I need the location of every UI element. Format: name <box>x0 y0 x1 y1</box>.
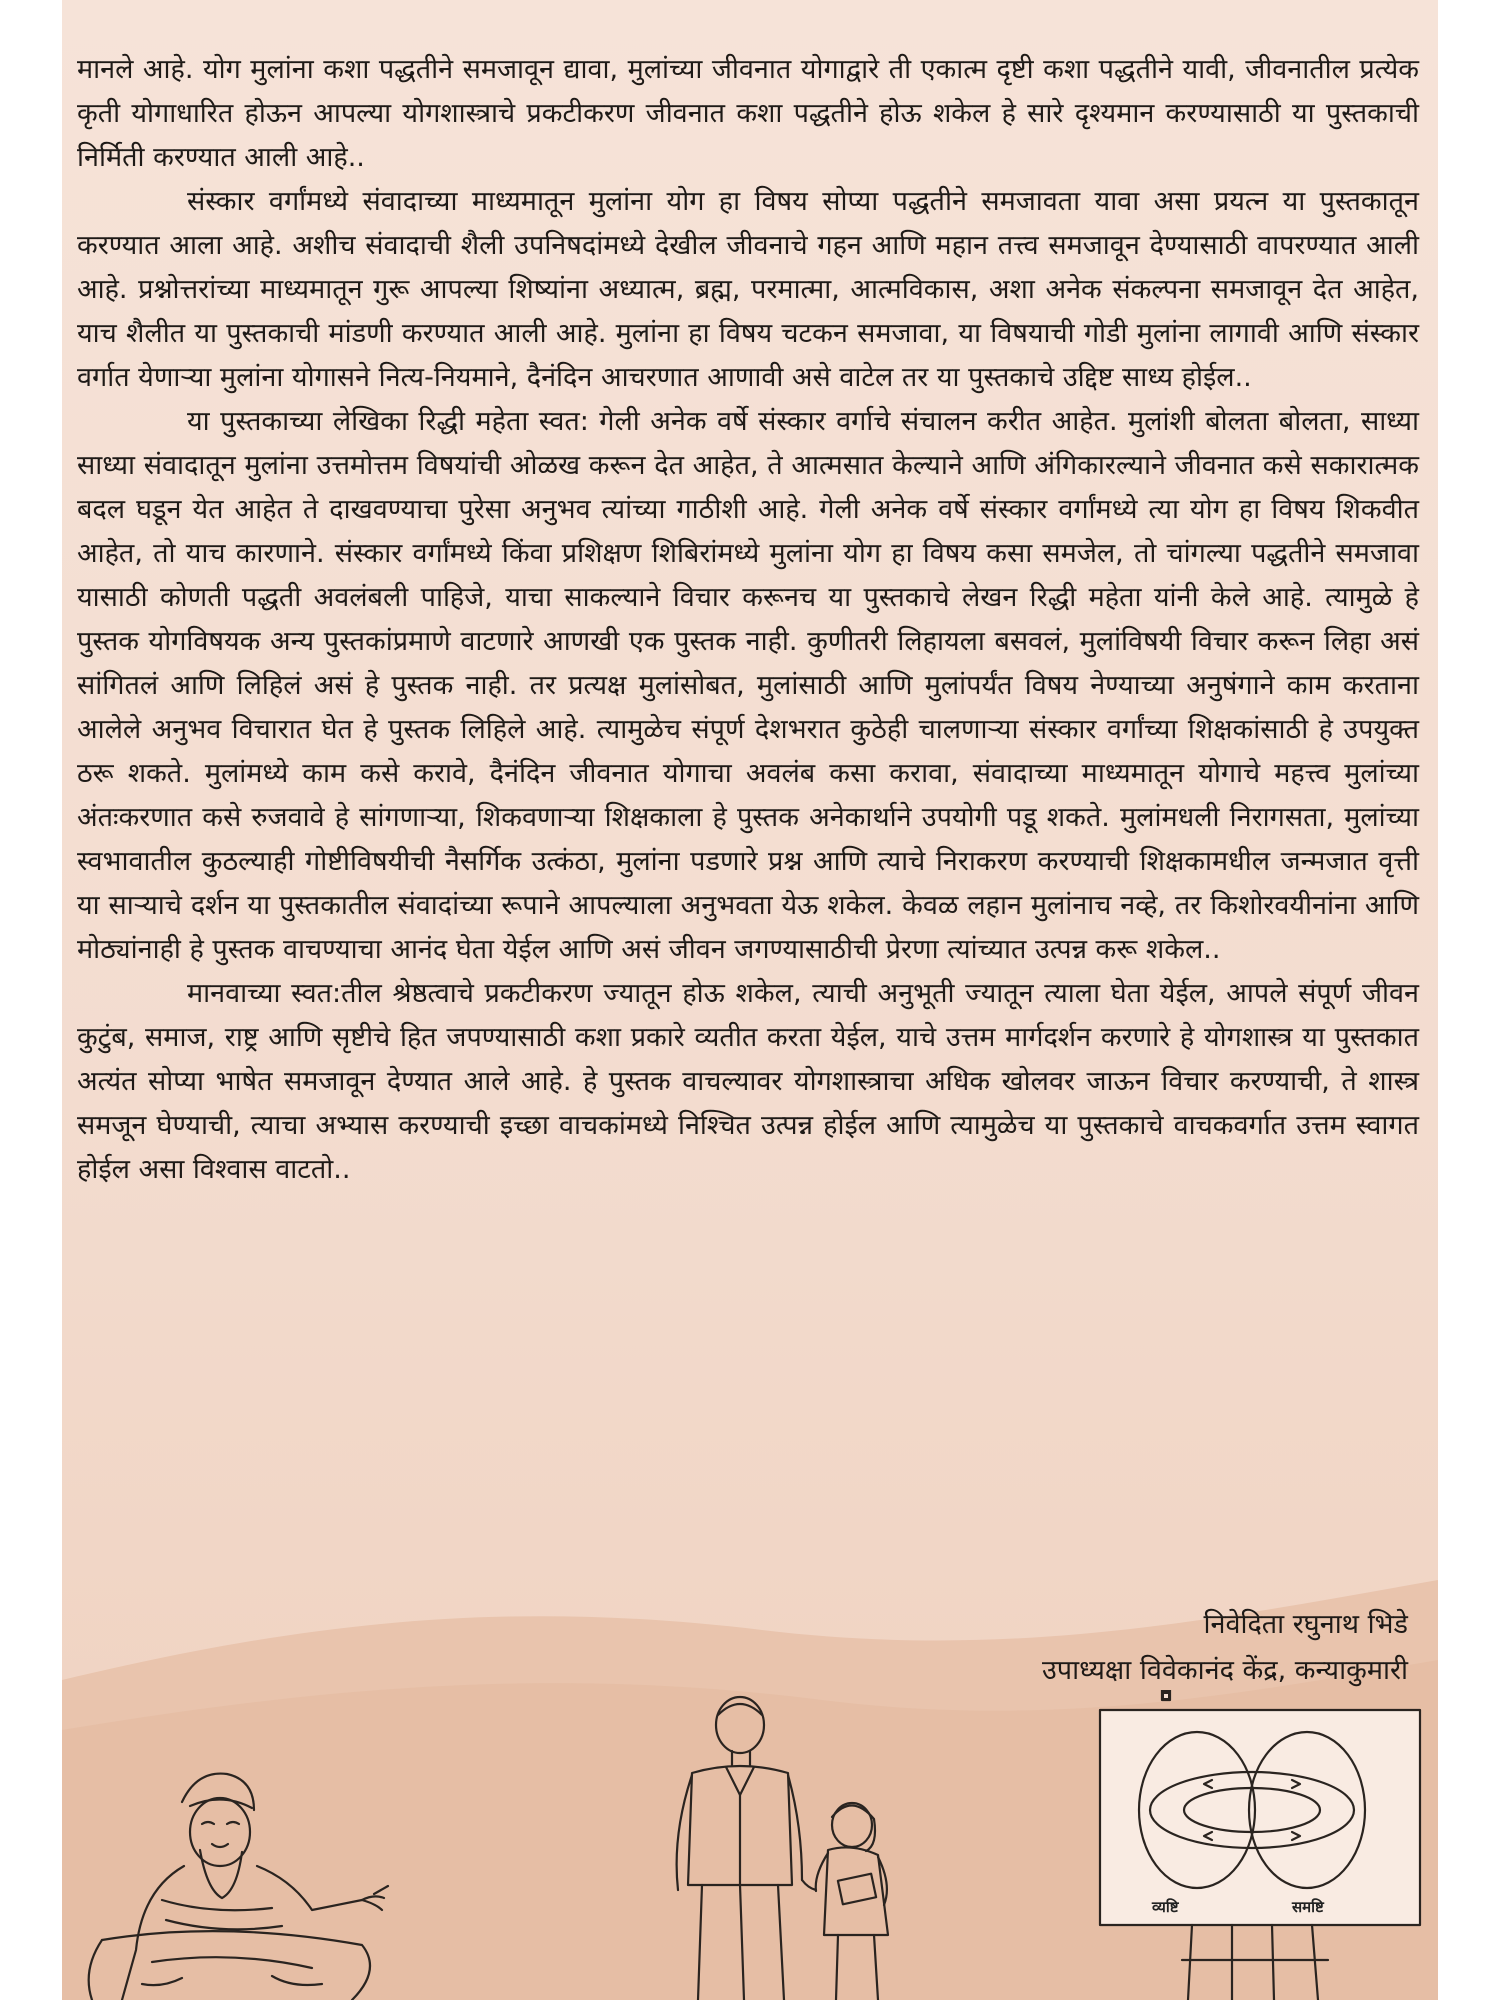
book-page <box>62 0 1438 2000</box>
foreword-body <box>77 48 1419 1192</box>
teacher-child-illustration <box>652 1685 942 2000</box>
paragraph-1: मानले आहे. योग मुलांना कशा पद्धतीने समजावून द्यावा, मुलांच्या जीवनात योगाद्वारे ती एकात्म दृष्टी कशा पद्धतीने यावी, जीवनातील प्रत्येक कृती योगाधारित होऊन आपल्या योगशास्त्राचे प्रकटीकरण जीवनात कशा पद्धतीने होऊ शकेल हे सारे दृश्यमान करण्यासाठी या पुस्तकाची निर्मिती करण्यात आली आहे.. <box>77 54 1419 173</box>
paragraph-2: संस्कार वर्गांमध्ये संवादाच्या माध्यमातून मुलांना योग हा विषय सोप्या पद्धतीने समजावता यावा असा प्रयत्न या पुस्तकातून करण्यात आला आहे. अशीच संवादाची शैली उपनिषदांमध्ये देखील जीवनाचे गहन आणि महान तत्त्व समजावून देण्यासाठी वापरण्यात आली आहे. प्रश्नोत्तरांच्या माध्यमातून गुरू आपल्या शिष्यांना अध्यात्म, ब्रह्म, परमात्मा, आत्मविकास, अशा अनेक संकल्पना समजावून देत आहेत, याच शैलीत या पुस्तकाची मांडणी करण्यात आली आहे. मुलांना हा विषय चटकन समजावा, या विषयाची गोडी मुलांना लागावी आणि संस्कार वर्गात येणाऱ्या मुलांना योगासने नित्य-नियमाने, दैनंदिन आचरणात आणावी असे वाटेल तर या पुस्तकाचे उद्दिष्ट साध्य होईल.. <box>77 186 1419 393</box>
board-label-left: व्यष्टि <box>1152 1898 1179 1916</box>
sage-illustration <box>62 1740 422 2000</box>
paragraph-4: मानवाच्या स्वत:तील श्रेष्ठत्वाचे प्रकटीकरण ज्यातून होऊ शकेल, त्याची अनुभूती ज्यातून त्याला घेता येईल, आपले संपूर्ण जीवन कुटुंब, समाज, राष्ट्र आणि सृष्टीचे हित जपण्यासाठी कशा प्रकारे व्यतीत करता येईल, याचे उत्तम मार्गदर्शन करणारे हे योगशास्त्र या पुस्तकात अत्यंत सोप्या भाषेत समजावून देण्यात आले आहे. हे पुस्तक वाचल्यावर योगशास्त्राचा अधिक खोलवर जाऊन विचार करण्याची, ते शास्त्र समजून घेण्याची, त्याचा अभ्यास करण्याची इच्छा वाचकांमध्ये निश्चित उत्पन्न होईल आणि त्यामुळेच या पुस्तकाचे वाचकवर्गात उत्तम स्वागत होईल असा विश्वास वाटतो.. <box>77 978 1419 1185</box>
diagram-board-illustration <box>1092 1690 1438 2000</box>
paragraph-3: या पुस्तकाच्या लेखिका रिद्धी महेता स्वत: गेली अनेक वर्षे संस्कार वर्गाचे संचालन करीत आहेत. मुलांशी बोलता बोलता, साध्या साध्या संवादातून मुलांना उत्तमोत्तम विषयांची ओळख करून देत आहेत, ते आत्मसात केल्याने आणि अंगिकारल्याने जीवनात कसे सकारात्मक बदल घडून येत आहेत ते दाखवण्याचा पुरेसा अनुभव त्यांच्या गाठीशी आहे. गेली अनेक वर्षे संस्कार वर्गांमध्ये त्या योग हा विषय शिकवीत आहेत, तो याच कारणाने. संस्कार वर्गांमध्ये किंवा प्रशिक्षण शिबिरांमध्ये मुलांना योग हा विषय कसा समजेल, तो चांगल्या पद्धतीने समजावा यासाठी कोणती पद्धती अवलंबली पाहिजे, याचा साकल्याने विचार करूनच या पुस्तकाचे लेखन रिद्धी महेता यांनी केले आहे. त्यामुळे हे पुस्तक योगविषयक अन्य पुस्तकांप्रमाणे वाटणारे आणखी एक पुस्तक नाही. कुणीतरी लिहायला बसवलं, मुलांविषयी विचार करून लिहा असं सांगितलं आणि लिहिलं असं हे पुस्तक नाही. तर प्रत्यक्ष मुलांसोबत, मुलांसाठी आणि मुलांपर्यंत विषय नेण्याच्या अनुषंगाने काम करताना आलेले अनुभव विचारात घेत हे पुस्तक लिहिले आहे. त्यामुळेच संपूर्ण देशभरात कुठेही चालणाऱ्या संस्कार वर्गांच्या शिक्षकांसाठी हे उपयुक्त ठरू शकते. मुलांमध्ये काम कसे करावे, दैनंदिन जीवनात योगाचा अवलंब कसा करावा, संवादाच्या माध्यमातून योगाचे महत्त्व मुलांच्या अंतःकरणात कसे रुजवावे हे सांगणाऱ्या, शिकवणाऱ्या शिक्षकाला हे पुस्तक अनेकार्थाने उपयोगी पडू शकते. मुलांमधली निरागसता, मुलांच्या स्वभावातील कुठल्याही गोष्टीविषयीची नैसर्गिक उत्कंठा, मुलांना पडणारे प्रश्न आणि त्याचे निराकरण करण्याची शिक्षकामधील जन्मजात वृत्ती या साऱ्याचे दर्शन या पुस्तकातील संवादांच्या रूपाने आपल्याला अनुभवता येऊ शकेल. केवळ लहान मुलांनाच नव्हे, तर किशोरवयीनांना आणि मोठ्यांनाही हे पुस्तक वाचण्याचा आनंद घेता येईल आणि असं जीवन जगण्यासाठीची प्रेरणा त्यांच्यात उत्पन्न करू शकेल.. <box>77 406 1419 965</box>
board-label-right: समष्टि <box>1292 1898 1324 1916</box>
signature-name: निवेदिता रघुनाथ भिडे <box>1203 1609 1408 1640</box>
signature-block <box>1042 1602 1408 1694</box>
signature-title: उपाध्यक्षा विवेकानंद केंद्र, कन्याकुमारी <box>1041 1655 1408 1686</box>
